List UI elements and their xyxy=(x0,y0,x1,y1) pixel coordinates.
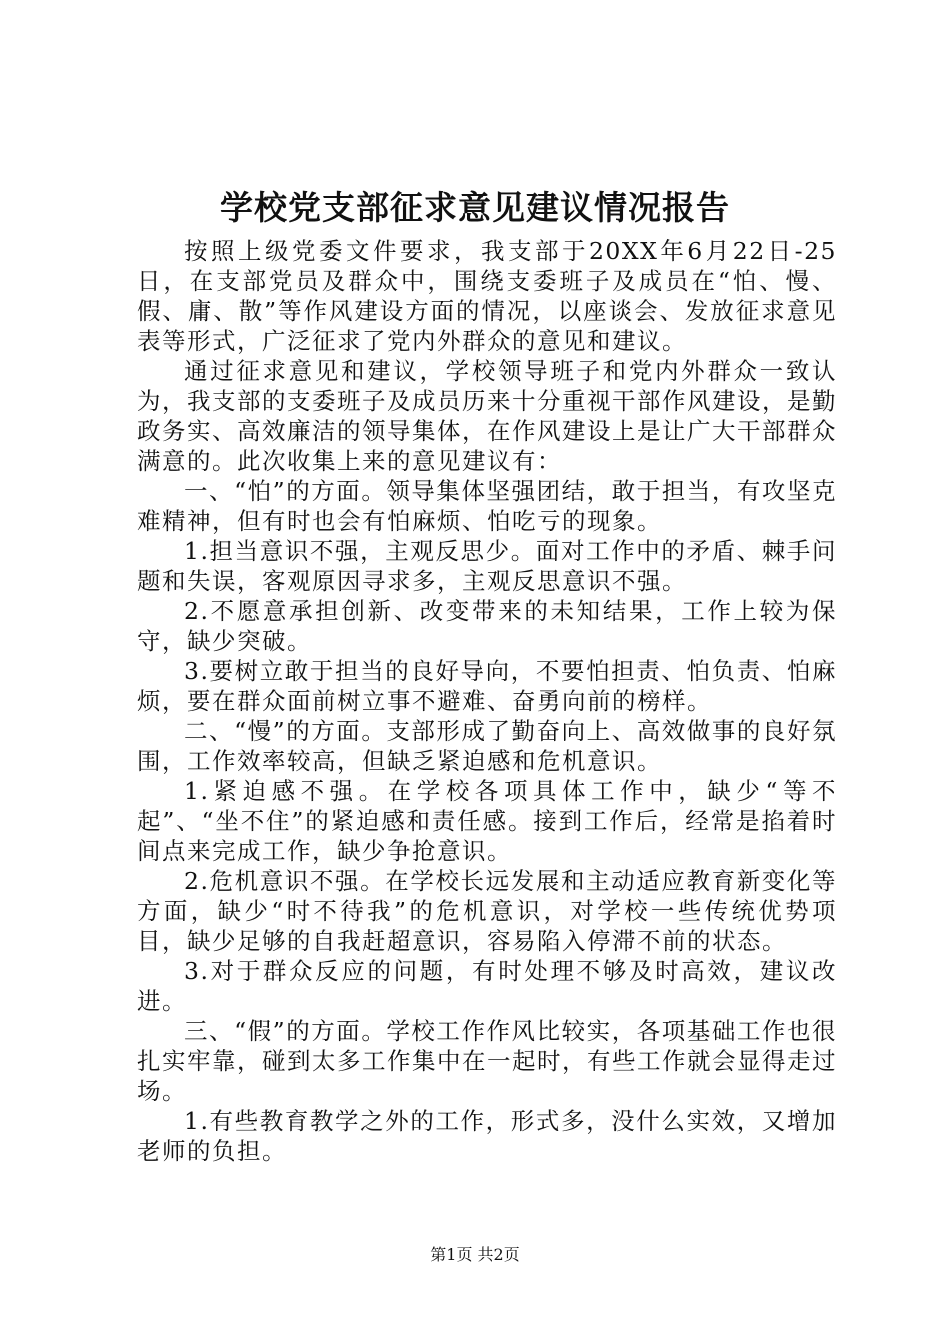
paragraph: 按照上级党委文件要求，我支部于20XX年6月22日-25日，在支部党员及群众中，围绕支委班子及成员在“怕、慢、假、庸、散”等作风建设方面的情况，以座谈会、发放征求意见表等形式，广泛征求了党内外群众的意见和建议。 xyxy=(137,237,837,355)
paragraph: 1.紧迫感不强。在学校各项具体工作中，缺少“等不起”、“坐不住”的紧迫感和责任感。接到工作后，经常是掐着时间点来完成工作，缺少争抢意识。 xyxy=(137,777,837,865)
paragraph: 3.对于群众反应的问题，有时处理不够及时高效，建议改进。 xyxy=(137,957,837,1015)
document-body xyxy=(137,236,837,1166)
paragraph: 二、“慢”的方面。支部形成了勤奋向上、高效做事的良好氛围，工作效率较高，但缺乏紧迫感和危机意识。 xyxy=(137,717,837,775)
paragraph: 1.有些教育教学之外的工作，形式多，没什么实效，又增加老师的负担。 xyxy=(137,1107,837,1165)
paragraph: 一、“怕”的方面。领导集体坚强团结，敢于担当，有攻坚克难精神，但有时也会有怕麻烦、怕吃亏的现象。 xyxy=(137,477,837,535)
document-title: 学校党支部征求意见建议情况报告 xyxy=(220,188,730,227)
paragraph: 3.要树立敢于担当的良好导向，不要怕担责、怕负责、怕麻烦，要在群众面前树立事不避难、奋勇向前的榜样。 xyxy=(137,657,837,715)
paragraph: 2.不愿意承担创新、改变带来的未知结果，工作上较为保守，缺少突破。 xyxy=(137,597,837,655)
paragraph: 1.担当意识不强，主观反思少。面对工作中的矛盾、棘手问题和失误，客观原因寻求多，主观反思意识不强。 xyxy=(137,537,837,595)
page-footer: 第1页 共2页 xyxy=(430,1245,520,1264)
paragraph: 通过征求意见和建议，学校领导班子和党内外群众一致认为，我支部的支委班子及成员历来十分重视干部作风建设，是勤政务实、高效廉洁的领导集体，在作风建设上是让广大干部群众满意的。此次收集上来的意见建议有： xyxy=(137,357,837,475)
paragraph: 2.危机意识不强。在学校长远发展和主动适应教育新变化等方面，缺少“时不待我”的危机意识，对学校一些传统优势项目，缺少足够的自我赶超意识，容易陷入停滞不前的状态。 xyxy=(137,867,837,955)
paragraph: 三、“假”的方面。学校工作作风比较实，各项基础工作也很扎实牢靠，碰到太多工作集中在一起时，有些工作就会显得走过场。 xyxy=(137,1017,837,1105)
